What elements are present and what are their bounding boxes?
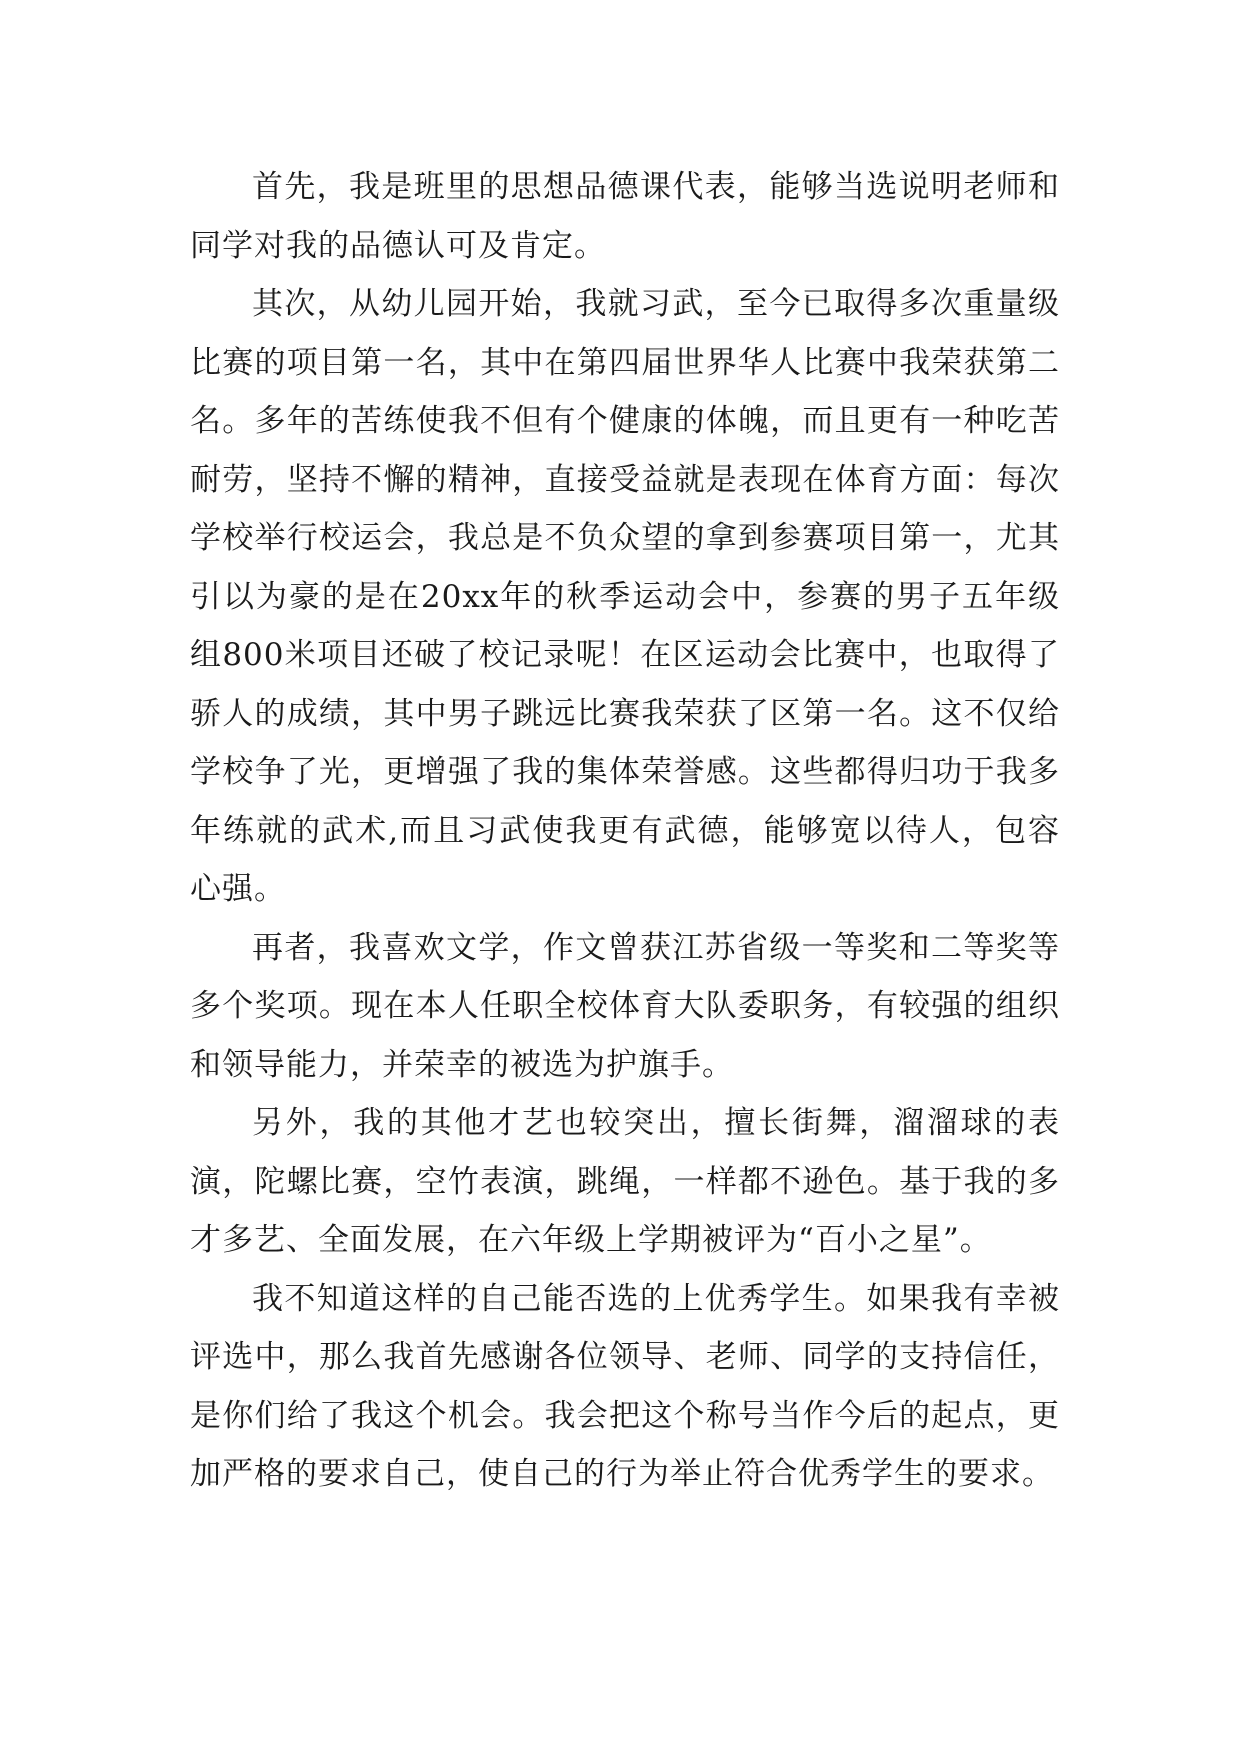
paragraph-2: 其次，从幼儿园开始，我就习武，至今已取得多次重量级比赛的项目第一名，其中在第四届世界华人比赛中我荣获第二名。多年的苦练使我不但有个健康的体魄，而且更有一种吃苦耐劳，坚持不懈的精神，直接受益就是表现在体育方面：每次学校举行校运会，我总是不负众望的拿到参赛项目第一，尤其引以为豪的是在20xx年的秋季运动会中，参赛的男子五年级组800米项目还破了校记录呢！在区运动会比赛中，也取得了骄人的成绩，其中男子跳远比赛我荣获了区第一名。这不仅给学校争了光，更增强了我的集体荣誉感。这些都得归功于我多年练就的武术,而且习武使我更有武德，能够宽以待人，包容心强。 bbox=[190, 286, 1060, 907]
document-body bbox=[190, 158, 1060, 1504]
paragraph-5: 我不知道这样的自己能否选的上优秀学生。如果我有幸被评选中，那么我首先感谢各位领导、老师、同学的支持信任，是你们给了我这个机会。我会把这个称号当作今后的起点，更加严格的要求自己，使自己的行为举止符合优秀学生的要求。 bbox=[190, 1280, 1060, 1492]
paragraph-4: 另外，我的其他才艺也较突出，擅长街舞，溜溜球的表演，陀螺比赛，空竹表演，跳绳，一样都不逊色。基于我的多才多艺、全面发展，在六年级上学期被评为“百小之星”。 bbox=[190, 1105, 1060, 1258]
paragraph-3: 再者，我喜欢文学，作文曾获江苏省级一等奖和二等奖等多个奖项。现在本人任职全校体育大队委职务，有较强的组织和领导能力，并荣幸的被选为护旗手。 bbox=[190, 929, 1060, 1083]
paragraph-1: 首先，我是班里的思想品德课代表，能够当选说明老师和同学对我的品德认可及肯定。 bbox=[190, 169, 1060, 264]
